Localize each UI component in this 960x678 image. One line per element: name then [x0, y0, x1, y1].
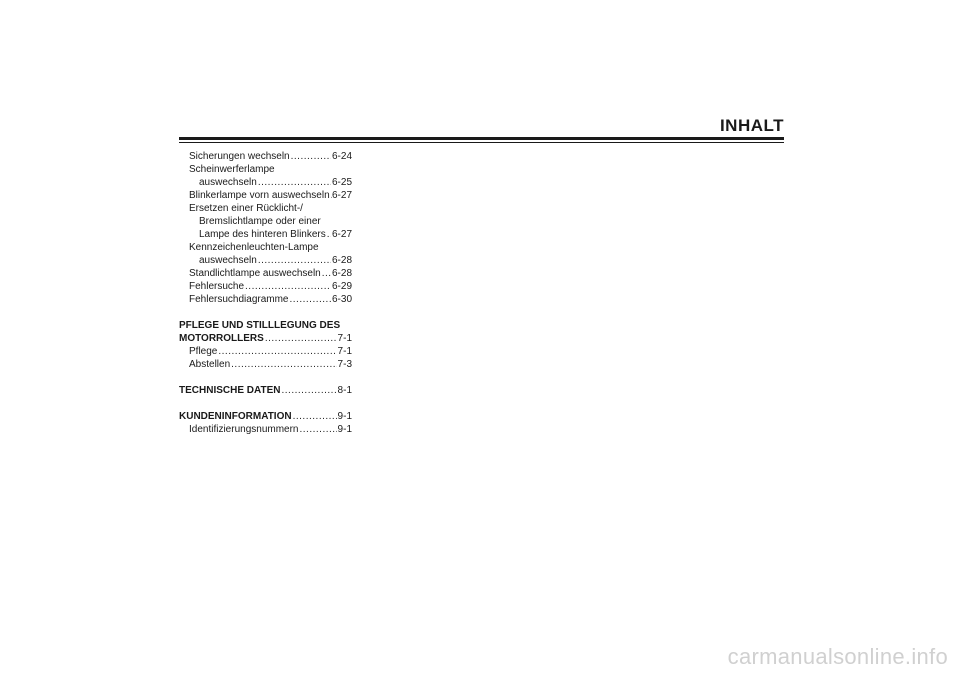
toc-entry[interactable] [179, 228, 352, 241]
toc-section-line[interactable] [179, 319, 352, 332]
toc-entry-page: 6-27 [331, 229, 352, 240]
watermark-text: carmanualsonline.info [727, 644, 948, 669]
toc-entry-label: Pflege [189, 346, 218, 357]
toc-entry-label: auswechseln [199, 177, 257, 188]
toc-entry-page: 6-30 [331, 294, 352, 305]
toc-entry-label: Abstellen [189, 359, 231, 370]
toc-leader-dots [245, 280, 331, 293]
toc-entry-label: Scheinwerferlampe [189, 164, 275, 175]
toc-leader-dots [258, 176, 331, 189]
toc-leader-dots [231, 358, 336, 371]
toc-entry-label: Standlichtlampe auswechseln [189, 268, 321, 279]
toc-entry[interactable] [179, 280, 352, 293]
toc-leader-dots [293, 410, 337, 423]
page-title: INHALT [719, 116, 784, 135]
toc-entry-label: Sicherungen wechseln [189, 151, 290, 162]
toc-entry-label: Kennzeichenleuchten-Lampe [189, 242, 319, 253]
toc-entry[interactable] [179, 189, 352, 202]
toc-leader-dots [322, 267, 331, 280]
header-rule-thick [179, 137, 784, 140]
toc-entry[interactable] [179, 345, 352, 358]
toc-entry-page: 6-24 [331, 151, 352, 162]
toc-leader-dots [281, 384, 336, 397]
toc-section[interactable] [179, 332, 352, 345]
toc-leader-dots [291, 150, 331, 163]
toc-section-label: TECHNISCHE DATEN [179, 385, 281, 396]
toc-entry-label: Bremslichtlampe oder einer [199, 216, 321, 227]
toc-entry-line[interactable] [179, 215, 352, 228]
toc-entry[interactable] [179, 176, 352, 189]
toc-entry[interactable] [179, 267, 352, 280]
toc-section-label: MOTORROLLERS [179, 333, 264, 344]
toc-entry-line[interactable] [179, 202, 352, 215]
table-of-contents [179, 150, 352, 436]
toc-leader-dots [327, 228, 331, 241]
toc-leader-dots [265, 332, 337, 345]
toc-entry-page: 6-25 [331, 177, 352, 188]
toc-entry-label: Ersetzen einer Rücklicht-/ [189, 203, 303, 214]
toc-entry-line[interactable] [179, 163, 352, 176]
toc-entry-line[interactable] [179, 241, 352, 254]
toc-entry[interactable] [179, 423, 352, 436]
toc-section-label: KUNDENINFORMATION [179, 411, 292, 422]
toc-section-page: 8-1 [337, 385, 352, 396]
header-rule-thin [179, 142, 784, 143]
toc-section-page: 7-1 [337, 333, 352, 344]
toc-entry-label: Identifizierungsnummern [189, 424, 299, 435]
toc-entry-label: Lampe des hinteren Blinkers [199, 229, 326, 240]
toc-entry[interactable] [179, 254, 352, 267]
toc-entry-page: 7-3 [337, 359, 352, 370]
toc-entry[interactable] [179, 293, 352, 306]
toc-entry-page: 9-1 [337, 424, 352, 435]
toc-section-page: 9-1 [337, 411, 352, 422]
toc-entry-label: Fehlersuchdiagramme [189, 294, 289, 305]
toc-entry[interactable] [179, 150, 352, 163]
toc-leader-dots [218, 345, 336, 358]
toc-section-label: PFLEGE UND STILLLEGUNG DES [179, 320, 341, 331]
toc-leader-dots [290, 293, 331, 306]
toc-entry-page: 6-28 [331, 268, 352, 279]
toc-entry-label: Blinkerlampe vorn auswechseln [189, 190, 330, 201]
toc-leader-dots [258, 254, 331, 267]
toc-entry-page: 7-1 [337, 346, 352, 357]
toc-entry-label: Fehlersuche [189, 281, 245, 292]
toc-section[interactable] [179, 384, 352, 397]
toc-entry-label: auswechseln [199, 255, 257, 266]
toc-leader-dots [300, 423, 337, 436]
toc-entry-page: 6-29 [331, 281, 352, 292]
toc-section[interactable] [179, 410, 352, 423]
toc-entry-page: 6-28 [331, 255, 352, 266]
toc-entry-page: 6-27 [331, 190, 352, 201]
toc-entry[interactable] [179, 358, 352, 371]
